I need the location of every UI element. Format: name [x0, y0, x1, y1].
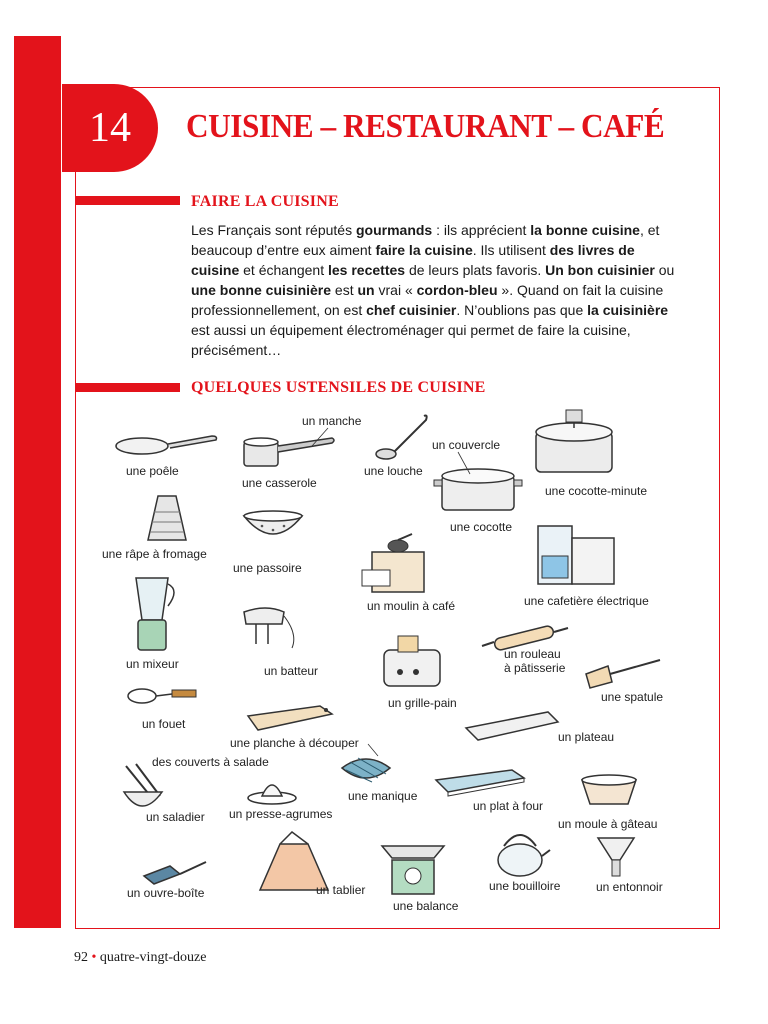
label-planche: une planche à découper — [230, 736, 359, 750]
intro-bold-term: un — [357, 282, 375, 298]
intro-text: ». Quand on fait la cuisine professionnellement, on est — [191, 282, 664, 318]
intro-text: : ils apprécient — [432, 222, 531, 238]
label-ouvre-boite: un ouvre-boîte — [127, 886, 205, 900]
intro-text: vrai « — [374, 282, 417, 298]
intro-text: , et beaucoup d’entre eux aiment — [191, 222, 660, 258]
label-tablier: un tablier — [316, 883, 366, 897]
label-fouet: un fouet — [142, 717, 186, 731]
section-title-faire-la-cuisine: FAIRE LA CUISINE — [191, 193, 339, 210]
label-balance: une balance — [393, 899, 459, 913]
label-poele: une poêle — [126, 464, 179, 478]
label-cafetiere: une cafetière électrique — [524, 594, 649, 608]
intro-text: est — [331, 282, 358, 298]
intro-text: est aussi un équipement électroménager qui permet de faire la cuisine, précisément… — [191, 322, 631, 358]
intro-text: de leurs plats favoris. — [405, 262, 546, 278]
label-spatule: une spatule — [601, 690, 664, 704]
bullet-icon: • — [91, 950, 97, 965]
intro-text: Les Français sont réputés — [191, 222, 356, 238]
page-number: 92 — [74, 950, 88, 965]
intro-text: . N’oublions pas que — [456, 302, 588, 318]
label-couvercle: un couvercle — [432, 438, 501, 452]
label-plat-four: un plat à four — [473, 799, 544, 813]
label-bouilloire: une bouilloire — [489, 879, 561, 893]
section-title-ustensiles: QUELQUES USTENSILES DE CUISINE — [191, 379, 486, 396]
intro-text: . Ils utilisent — [472, 242, 550, 258]
label-rouleau-line2: à pâtisserie — [504, 661, 566, 675]
intro-bold-term: les recettes — [328, 262, 406, 278]
label-plateau: un plateau — [558, 730, 615, 744]
label-manche: un manche — [302, 414, 362, 428]
intro-text: et échangent — [239, 262, 328, 278]
label-saladier: un saladier — [146, 810, 205, 824]
label-passoire: une passoire — [233, 561, 302, 575]
intro-bold-term: cordon-bleu — [416, 282, 498, 298]
chapter-title: CUISINE – RESTAURANT – CAFÉ — [186, 108, 665, 145]
chapter-number: 14 — [89, 105, 131, 151]
label-mixeur: un mixeur — [126, 657, 179, 671]
label-casserole: une casserole — [242, 476, 317, 490]
label-manique: une manique — [348, 789, 418, 803]
label-couverts: des couverts à salade — [152, 755, 269, 769]
label-rouleau-line1: un rouleau — [504, 647, 561, 661]
intro-bold-term: faire la cuisine — [375, 242, 473, 258]
label-moulin: un moulin à café — [367, 599, 456, 613]
label-cocotte-minute: une cocotte-minute — [545, 484, 648, 498]
intro-bold-term: la bonne cuisine — [530, 222, 640, 238]
label-entonnoir: un entonnoir — [596, 880, 663, 894]
page-footer — [74, 950, 206, 966]
intro-text: ou — [654, 262, 675, 278]
intro-bold-term: chef cuisinier — [366, 302, 457, 318]
intro-bold-term: Un bon cuisinier — [545, 262, 655, 278]
label-batteur: un batteur — [264, 664, 319, 678]
label-rape: une râpe à fromage — [102, 547, 207, 561]
label-presse-agrumes: un presse-agrumes — [229, 807, 333, 821]
intro-bold-term: des livres de cuisine — [191, 242, 635, 278]
label-louche: une louche — [364, 464, 423, 478]
label-cocotte: une cocotte — [450, 520, 513, 534]
label-moule: un moule à gâteau — [558, 817, 658, 831]
page-number-words: quatre-vingt-douze — [99, 950, 207, 965]
intro-bold-term: gourmands — [355, 222, 433, 238]
intro-bold-term: une bonne cuisinière — [191, 282, 332, 298]
intro-bold-term: la cuisinière — [587, 302, 669, 318]
label-grille-pain: un grille-pain — [388, 696, 457, 710]
